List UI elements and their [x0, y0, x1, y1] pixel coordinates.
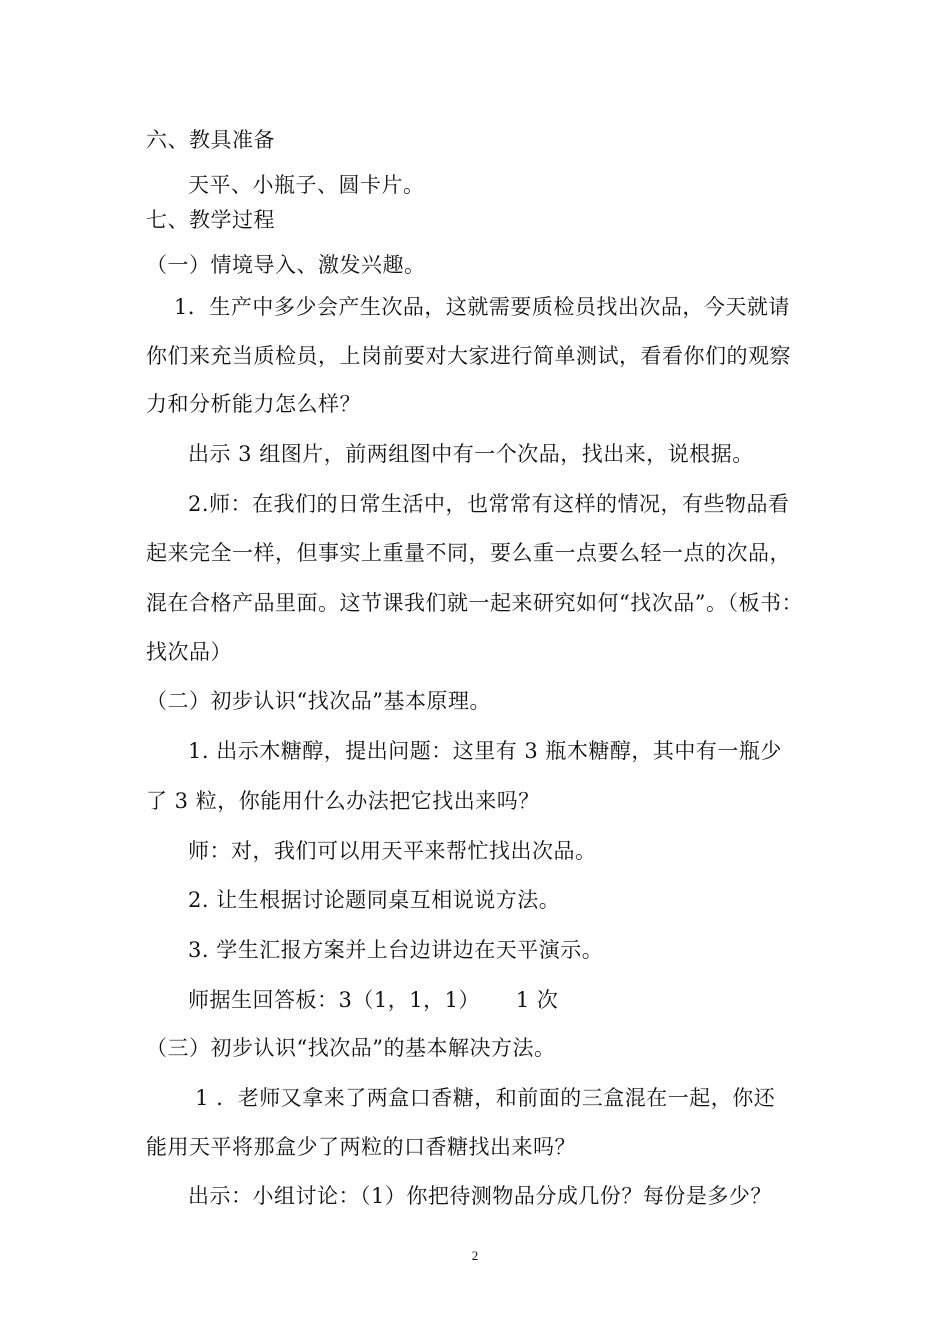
- paragraph-line: 力和分析能力怎么样？: [146, 392, 361, 416]
- paragraph-line: 起来完全一样，但事实上重量不同，要么重一点要么轻一点的次品，: [146, 541, 791, 565]
- paragraph-line: 3. 学生汇报方案并上台边讲边在天平演示。: [188, 938, 604, 962]
- paragraph-line: 了 3 粒，你能用什么办法把它找出来吗？: [146, 789, 540, 813]
- paragraph-line: 天平、小瓶子、圆卡片。: [188, 173, 425, 197]
- paragraph-line: 你们来充当质检员，上岗前要对大家进行简单测试，看看你们的观察: [146, 344, 791, 368]
- page-number: 2: [471, 1248, 479, 1263]
- section-heading-process: 七、教学过程: [146, 208, 275, 232]
- paragraph-line: 1 ．老师又拿来了两盒口香糖，和前面的三盒混在一起，你还: [188, 1086, 776, 1110]
- subsection-heading: （二）初步认识“找次品”基本原理。: [146, 689, 491, 713]
- paragraph-line: 能用天平将那盒少了两粒的口香糖找出来吗？: [146, 1135, 576, 1159]
- paragraph-line: 2.师：在我们的日常生活中，也常常有这样的情况，有些物品看: [188, 492, 790, 516]
- paragraph-line: 1．生产中多少会产生次品，这就需要质检员找出次品，今天就请: [174, 295, 790, 319]
- paragraph-line: 出示 3 组图片，前两组图中有一个次品，找出来，说根据。: [188, 442, 754, 466]
- paragraph-line: 师：对，我们可以用天平来帮忙找出次品。: [188, 839, 597, 863]
- paragraph-line: 2. 让生根据讨论题同桌互相说说方法。: [188, 888, 561, 912]
- paragraph-line: 师据生回答板：3（1，1，1） 1 次: [188, 988, 559, 1012]
- section-heading-materials: 六、教具准备: [146, 128, 275, 152]
- subsection-heading: （一）情境导入、激发兴趣。: [146, 253, 426, 277]
- paragraph-line: 1. 出示木糖醇，提出问题：这里有 3 瓶木糖醇，其中有一瓶少: [188, 739, 782, 763]
- paragraph-line: 找次品）: [146, 640, 232, 664]
- subsection-heading: （三）初步认识“找次品”的基本解决方法。: [146, 1036, 556, 1060]
- paragraph-line: 混在合格产品里面。这节课我们就一起来研究如何“找次品”。（板书：: [146, 591, 803, 615]
- paragraph-line: 出示：小组讨论：（1）你把待测物品分成几份？每份是多少？: [188, 1184, 772, 1208]
